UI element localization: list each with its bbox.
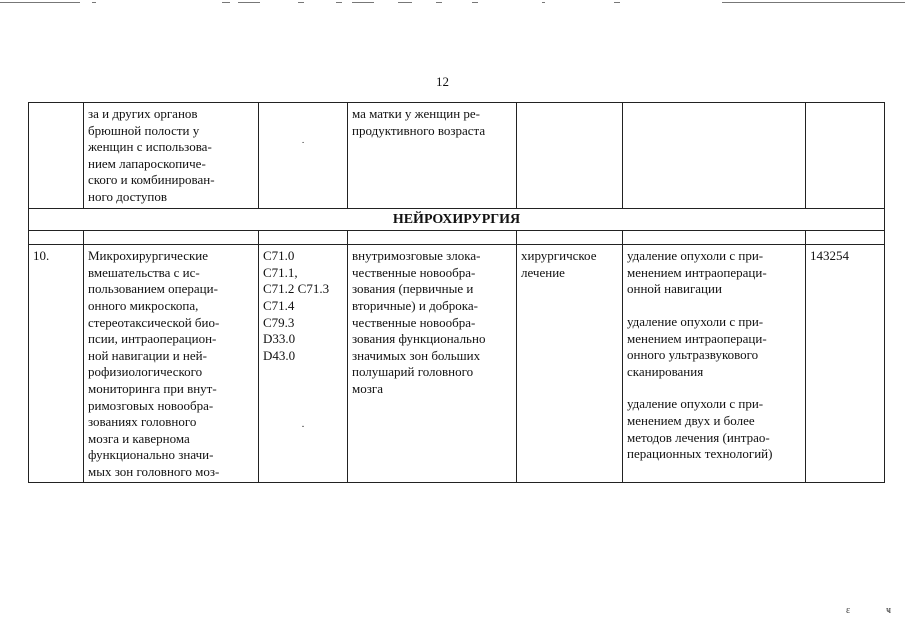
- section-title: НЕЙРОХИРУРГИЯ: [29, 208, 885, 231]
- continued-treatment-cell: [517, 103, 623, 209]
- method-item: удаление опухоли с при- менением двух и более методов лечения (интрао- перационных технологий): [627, 396, 773, 462]
- icd-codes-cell: C71.0 C71.1, C71.2 C71.3 C71.4 C79.3 D33.0 D43.0 .: [259, 245, 348, 483]
- continued-code-cell: [259, 103, 348, 209]
- table-row: [29, 245, 885, 483]
- continued-row: [29, 103, 885, 209]
- scan-speck: .: [301, 419, 305, 431]
- continued-diagnosis-cell: ма матки у женщин ре- продуктивного возраста: [348, 103, 517, 209]
- treatment-methods-cell: [623, 245, 806, 483]
- diagnosis-cell: внутримозговые злока- чественные новообра- зования (первичные и вторичные) и доброка- чественные новообра- зования функционально значимых зон больших полушарий головного мозга: [348, 245, 517, 483]
- continued-cost-cell: [806, 103, 885, 209]
- page-number: 12: [436, 74, 449, 89]
- cost-cell: 143254: [806, 245, 885, 483]
- scan-mark: ε: [846, 605, 851, 616]
- scan-speck: ˙: [301, 141, 305, 152]
- scan-top-edge: [0, 2, 905, 5]
- method-item: удаление опухоли с при- менением интраопераци- онной навигации: [627, 248, 767, 297]
- services-table: [28, 102, 885, 483]
- scan-mark: ҹ: [886, 605, 892, 616]
- method-item: удаление опухоли с при- менением интраопераци- онного ультразвукового сканирования: [627, 313, 767, 379]
- continued-method-cell: [623, 103, 806, 209]
- treatment-type-cell: хирургичское лечение: [517, 245, 623, 483]
- spacer-row: [29, 231, 885, 245]
- section-row: [29, 208, 885, 231]
- service-name-cell: Микрохирургические вмешательства с ис- пользованием операци- онного микроскопа, стереотаксической био- псии, интраоперацион- ной навигации и ней- рофизиологического мониторинга при внут- римозговых новообра- зованиях головного мозга и кавернома функционально значи- мых зон головного моз-: [84, 245, 259, 483]
- continued-number-cell: [29, 103, 84, 209]
- continued-name-cell: за и других органов брюшной полости у женщин с использова- нием лапароскопиче- ского и комбинирован- ного доступов: [84, 103, 259, 209]
- row-number: 10.: [29, 245, 84, 483]
